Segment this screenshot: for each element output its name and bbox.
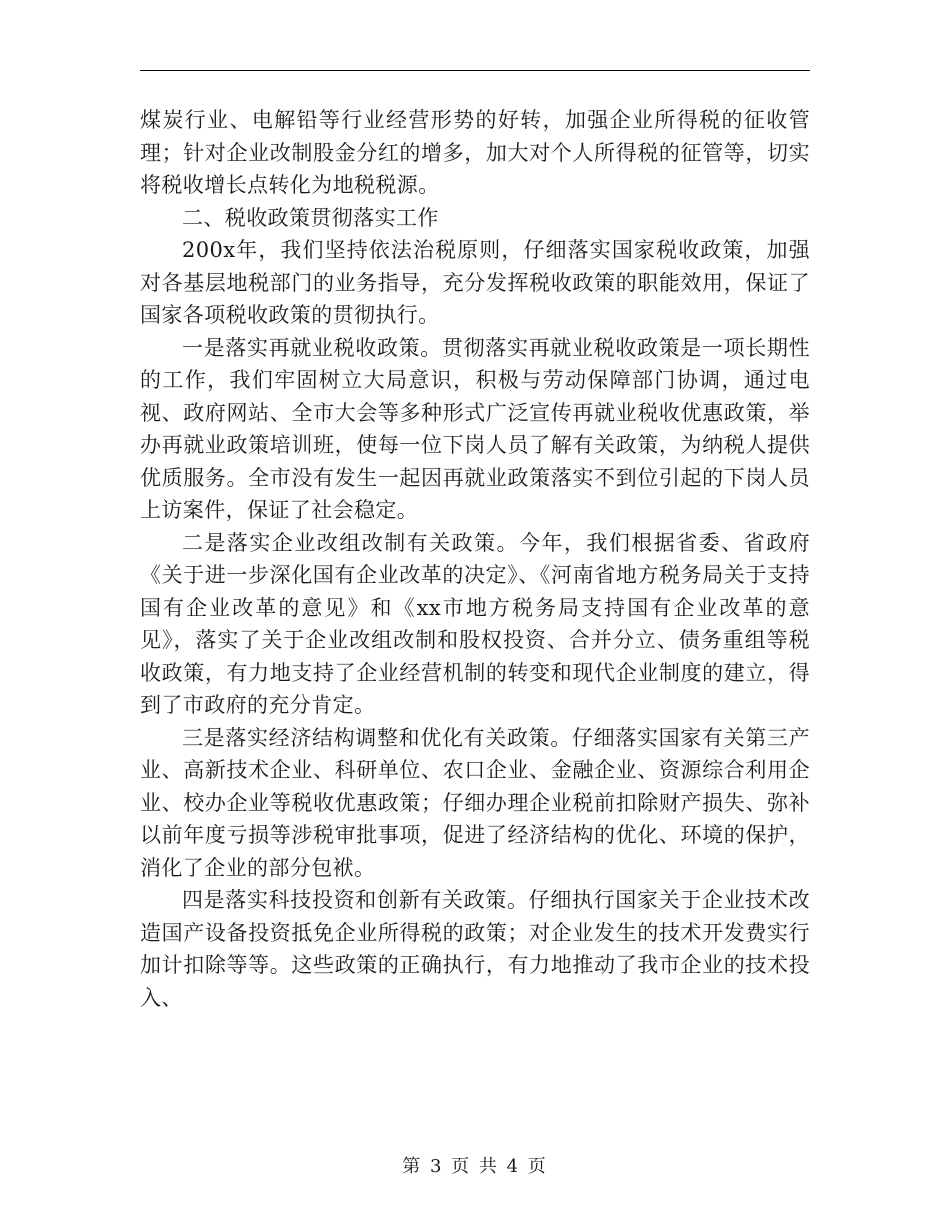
document-body (140, 104, 810, 1014)
paragraph-intro: 200x年，我们坚持依法治税原则，仔细落实国家税收政策，加强对各基层地税部门的业务指导，充分发挥税收政策的职能效用，保证了国家各项税收政策的贯彻执行。 (140, 238, 810, 327)
paragraph-technology-investment: 四是落实科技投资和创新有关政策。仔细执行国家关于企业技术改造国产设备投资抵免企业所得税的政策；对企业发生的技术开发费实行加计扣除等等。这些政策的正确执行，有力地推动了我市企业的技术投入、 (140, 888, 810, 1010)
page-number: 第 3 页 共 4 页 (402, 1156, 548, 1177)
paragraph-restructuring: 二是落实企业改组改制有关政策。今年，我们根据省委、省政府《关于进一步深化国有企业改革的决定》、《河南省地方税务局关于支持国有企业改革的意见》和《xx市地方税务局支持国有企业改革的意见》，落实了关于企业改组改制和股权投资、合并分立、债务重组等税收政策，有力地支持了企业经营机制的转变和现代企业制度的建立，得到了市政府的充分肯定。 (140, 530, 810, 717)
header-rule (140, 70, 810, 71)
paragraph-economic-structure: 三是落实经济结构调整和优化有关政策。仔细落实国家有关第三产业、高新技术企业、科研单位、农口企业、金融企业、资源综合利用企业、校办企业等税收优惠政策；仔细办理企业税前扣除财产损失、弥补以前年度亏损等涉税审批事项，促进了经济结构的优化、环境的保护，消化了企业的部分包袱。 (140, 725, 810, 880)
section-heading: 二、税收政策贯彻落实工作 (182, 205, 439, 230)
paragraph-reemployment: 一是落实再就业税收政策。贯彻落实再就业税收政策是一项长期性的工作，我们牢固树立大局意识，积极与劳动保障部门协调，通过电视、政府网站、全市大会等多种形式广泛宣传再就业税收优惠政策，举办再就业政策培训班，使每一位下岗人员了解有关政策，为纳税人提供优质服务。全市没有发生一起因再就业政策落实不到位引起的下岗人员上访案件，保证了社会稳定。 (140, 335, 810, 522)
paragraph-continuation: 煤炭行业、电解铅等行业经营形势的好转，加强企业所得税的征收管理；针对企业改制股金分红的增多，加大对个人所得税的征管等，切实将税收增长点转化为地税税源。 (140, 108, 810, 197)
